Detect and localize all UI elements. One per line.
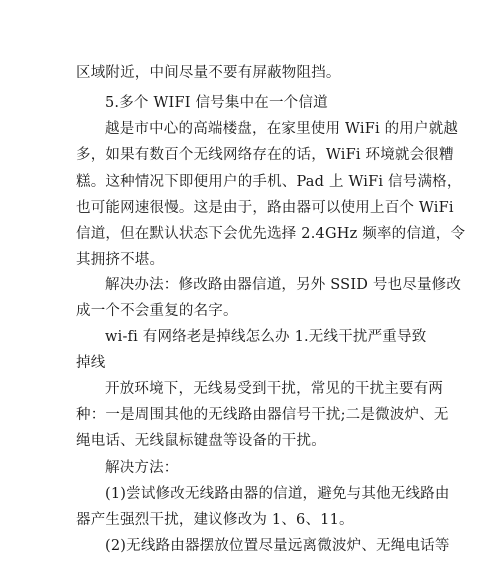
question-heading: wi-fi 有网络老是掉线怎么办 1.无线干扰严重导致 <box>105 329 427 345</box>
text-line-1: 区域附近，中间尽量不要有屏蔽物阻挡。 <box>76 65 341 81</box>
text-line-15: 绳电话、无线鼠标键盘等设备的干扰。 <box>76 433 326 449</box>
text-line-7: 信道，但在默认状态下会优先选择 2.4GHz 频率的信道，令 <box>76 226 466 242</box>
text-line-10: 成一个不会重复的名字。 <box>76 303 238 319</box>
solution-label: 解决方法： <box>105 460 179 476</box>
text-line-17: (1)尝试修改无线路由器的信道，避免与其他无线路由 <box>105 486 450 502</box>
text-line-9: 解决办法：修改路由器信道，另外 SSID 号也尽量修改 <box>105 277 462 293</box>
section-heading-5: 5.多个 WIFI 信号集中在一个信道 <box>105 95 328 111</box>
text-line-13: 开放环境下，无线易受到干扰，常见的干扰主要有两 <box>105 381 444 397</box>
text-line-5: 糕。这种情况下即便用户的手机、Pad 上 WiFi 信号满格， <box>76 174 462 190</box>
text-line-8: 其拥挤不堪。 <box>76 252 165 268</box>
text-line-14: 种：一是周围其他的无线路由器信号干扰;二是微波炉、无 <box>76 407 449 423</box>
text-line-19: (2)无线路由器摆放位置尽量远离微波炉、无绳电话等 <box>105 538 450 554</box>
text-line-18: 器产生强烈干扰，建议修改为 1、6、11。 <box>76 512 354 528</box>
text-line-4: 多，如果有数百个无线网络存在的话，WiFi 环境就会很糟 <box>76 147 454 163</box>
text-line-6: 也可能网速很慢。这是由于，路由器可以使用上百个 WiFi <box>76 200 454 216</box>
text-line-3: 越是市中心的高端楼盘，在家里使用 WiFi 的用户就越 <box>105 121 459 137</box>
text-line-12: 掉线 <box>76 355 106 371</box>
